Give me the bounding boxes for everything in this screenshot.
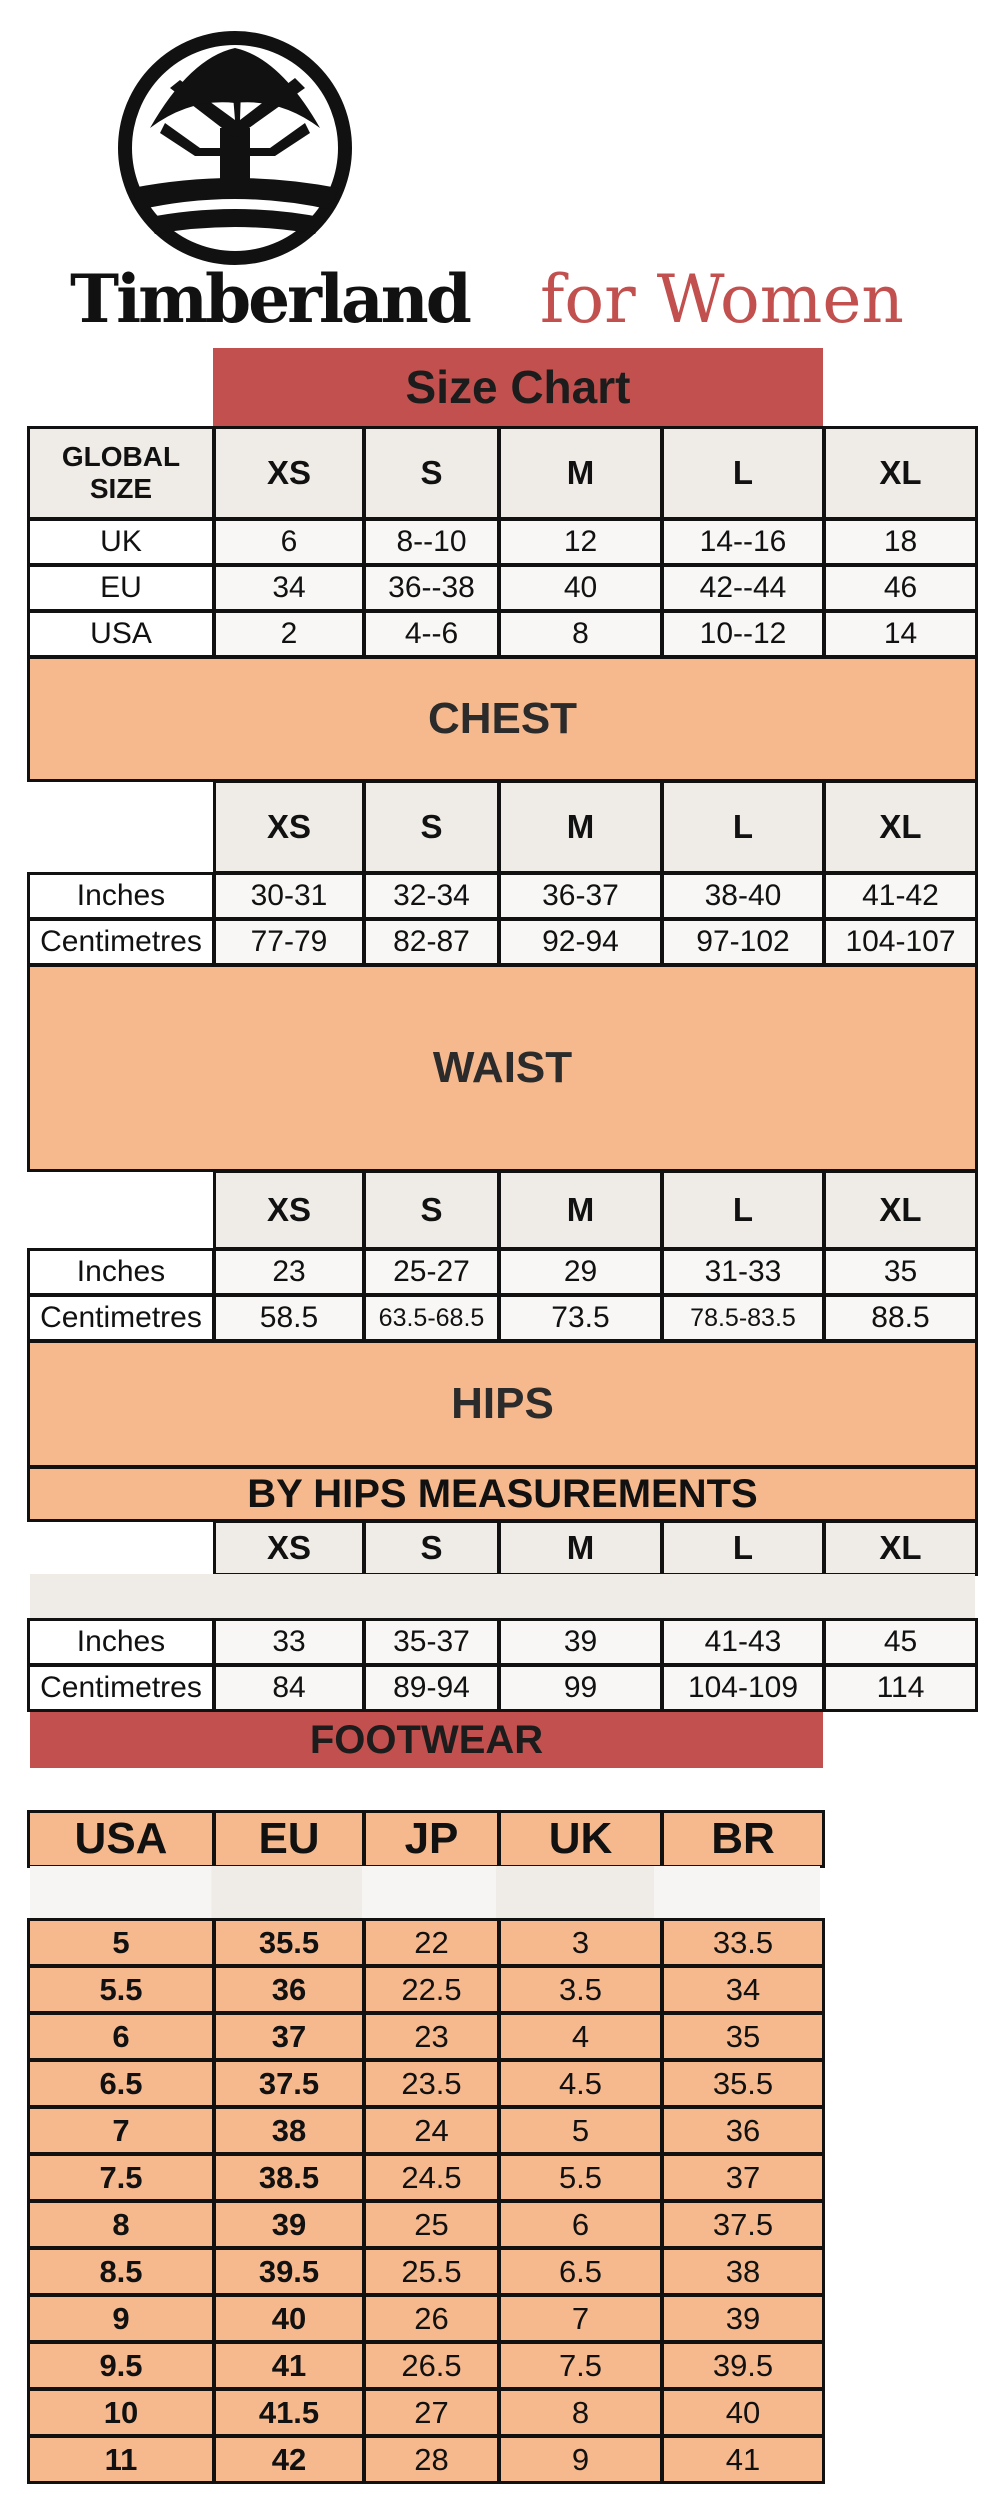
footwear-cell: 39 <box>213 2200 365 2249</box>
size-chart-title: Size Chart <box>213 348 823 426</box>
footwear-cell: 8 <box>27 2200 215 2249</box>
waist-size-header: L <box>661 1170 825 1250</box>
footwear-cell: 9 <box>498 2435 663 2484</box>
chest-row-label: Centimetres <box>27 918 215 966</box>
waist-size-header: M <box>498 1170 663 1250</box>
global-cell: 6 <box>213 518 365 566</box>
global-cell: 8--10 <box>363 518 500 566</box>
waist-size-header: XS <box>213 1170 365 1250</box>
footwear-cell: 26 <box>363 2294 500 2343</box>
footwear-cell: 8 <box>498 2388 663 2437</box>
waist-size-header: S <box>363 1170 500 1250</box>
hips-spacer <box>30 1574 975 1618</box>
global-cell: 2 <box>213 610 365 658</box>
footwear-column-header: UK <box>498 1810 663 1868</box>
chest-cell: 41-42 <box>823 872 978 920</box>
footwear-cell: 28 <box>363 2435 500 2484</box>
global-cell: 36--38 <box>363 564 500 612</box>
chest-cell: 92-94 <box>498 918 663 966</box>
waist-cell: 23 <box>213 1248 365 1296</box>
footwear-cell: 41 <box>661 2435 825 2484</box>
footwear-cell: 10 <box>27 2388 215 2437</box>
footwear-cell: 24 <box>363 2106 500 2155</box>
hips-cell: 35-37 <box>363 1618 500 1666</box>
hips-row-label: Inches <box>27 1618 215 1666</box>
waist-cell: 88.5 <box>823 1294 978 1342</box>
footwear-cell: 5 <box>27 1918 215 1967</box>
footwear-cell: 36 <box>661 2106 825 2155</box>
footwear-column-header: BR <box>661 1810 825 1868</box>
footwear-column-header: USA <box>27 1810 215 1868</box>
footwear-cell: 9 <box>27 2294 215 2343</box>
hips-cell: 33 <box>213 1618 365 1666</box>
footwear-cell: 40 <box>661 2388 825 2437</box>
footwear-cell: 41 <box>213 2341 365 2390</box>
hips-cell: 84 <box>213 1664 365 1712</box>
global-row-label: EU <box>27 564 215 612</box>
footwear-cell: 37 <box>661 2153 825 2202</box>
chest-heading: CHEST <box>27 656 978 782</box>
footwear-cell: 8.5 <box>27 2247 215 2296</box>
global-size-corner: GLOBAL SIZE <box>27 426 215 520</box>
waist-size-header: XL <box>823 1170 978 1250</box>
footwear-heading: FOOTWEAR <box>30 1712 823 1768</box>
global-cell: 8 <box>498 610 663 658</box>
footwear-cell: 7 <box>498 2294 663 2343</box>
chest-cell: 77-79 <box>213 918 365 966</box>
footwear-cell: 25 <box>363 2200 500 2249</box>
global-cell: 10--12 <box>661 610 825 658</box>
global-cell: 14--16 <box>661 518 825 566</box>
global-row-label: UK <box>27 518 215 566</box>
footwear-cell: 41.5 <box>213 2388 365 2437</box>
footwear-cell: 38 <box>213 2106 365 2155</box>
chest-cell: 36-37 <box>498 872 663 920</box>
footwear-cell: 39.5 <box>213 2247 365 2296</box>
footwear-cell: 5 <box>498 2106 663 2155</box>
chest-cell: 32-34 <box>363 872 500 920</box>
footwear-cell: 37 <box>213 2012 365 2061</box>
footwear-cell: 6 <box>27 2012 215 2061</box>
waist-cell: 73.5 <box>498 1294 663 1342</box>
footwear-cell: 33.5 <box>661 1918 825 1967</box>
footwear-cell: 24.5 <box>363 2153 500 2202</box>
hips-cell: 45 <box>823 1618 978 1666</box>
chest-cell: 82-87 <box>363 918 500 966</box>
global-size-header: M <box>498 426 663 520</box>
chest-size-header: XL <box>823 780 978 874</box>
footwear-cell: 35 <box>661 2012 825 2061</box>
footwear-cell: 38.5 <box>213 2153 365 2202</box>
footwear-cell: 3 <box>498 1918 663 1967</box>
hips-row-label: Centimetres <box>27 1664 215 1712</box>
footwear-cell: 25.5 <box>363 2247 500 2296</box>
global-cell: 34 <box>213 564 365 612</box>
footwear-cell: 34 <box>661 1965 825 2014</box>
global-size-header: XS <box>213 426 365 520</box>
global-cell: 12 <box>498 518 663 566</box>
waist-heading: WAIST <box>27 964 978 1172</box>
footwear-cell: 35.5 <box>213 1918 365 1967</box>
footwear-cell: 5.5 <box>498 2153 663 2202</box>
global-cell: 46 <box>823 564 978 612</box>
footwear-cell: 40 <box>213 2294 365 2343</box>
hips-size-header: XL <box>823 1520 978 1576</box>
waist-cell: 78.5-83.5 <box>661 1294 825 1342</box>
footwear-cell: 9.5 <box>27 2341 215 2390</box>
chest-size-header: M <box>498 780 663 874</box>
hips-cell: 39 <box>498 1618 663 1666</box>
hips-cell: 89-94 <box>363 1664 500 1712</box>
waist-row-label: Inches <box>27 1248 215 1296</box>
hips-cell: 104-109 <box>661 1664 825 1712</box>
chest-cell: 38-40 <box>661 872 825 920</box>
chest-size-header: L <box>661 780 825 874</box>
footwear-cell: 4.5 <box>498 2059 663 2108</box>
hips-cell: 114 <box>823 1664 978 1712</box>
footwear-cell: 39 <box>661 2294 825 2343</box>
footwear-cell: 6.5 <box>498 2247 663 2296</box>
footwear-cell: 35.5 <box>661 2059 825 2108</box>
global-size-header: XL <box>823 426 978 520</box>
footwear-cell: 37.5 <box>661 2200 825 2249</box>
footwear-cell: 23.5 <box>363 2059 500 2108</box>
footwear-cell: 38 <box>661 2247 825 2296</box>
hips-cell: 99 <box>498 1664 663 1712</box>
hips-heading: HIPS <box>27 1340 978 1468</box>
timberland-tree-logo <box>110 28 360 268</box>
chest-cell: 97-102 <box>661 918 825 966</box>
footwear-cell: 5.5 <box>27 1965 215 2014</box>
hips-size-header: L <box>661 1520 825 1576</box>
global-row-label: USA <box>27 610 215 658</box>
footwear-cell: 6 <box>498 2200 663 2249</box>
footwear-cell: 23 <box>363 2012 500 2061</box>
footwear-cell: 42 <box>213 2435 365 2484</box>
global-cell: 18 <box>823 518 978 566</box>
chest-cell: 30-31 <box>213 872 365 920</box>
footwear-spacer <box>30 1866 820 1918</box>
global-cell: 14 <box>823 610 978 658</box>
footwear-cell: 4 <box>498 2012 663 2061</box>
hips-subheading: BY HIPS MEASUREMENTS <box>27 1466 978 1522</box>
waist-cell: 63.5-68.5 <box>363 1294 500 1342</box>
chest-size-header: XS <box>213 780 365 874</box>
waist-cell: 58.5 <box>213 1294 365 1342</box>
footwear-cell: 11 <box>27 2435 215 2484</box>
hips-cell: 41-43 <box>661 1618 825 1666</box>
footwear-cell: 7 <box>27 2106 215 2155</box>
footwear-cell: 37.5 <box>213 2059 365 2108</box>
footwear-cell: 6.5 <box>27 2059 215 2108</box>
global-size-header: L <box>661 426 825 520</box>
footwear-cell: 7.5 <box>498 2341 663 2390</box>
hips-size-header: XS <box>213 1520 365 1576</box>
global-cell: 4--6 <box>363 610 500 658</box>
chest-size-header: S <box>363 780 500 874</box>
footwear-cell: 7.5 <box>27 2153 215 2202</box>
footwear-cell: 36 <box>213 1965 365 2014</box>
footwear-cell: 22 <box>363 1918 500 1967</box>
footwear-cell: 26.5 <box>363 2341 500 2390</box>
global-cell: 42--44 <box>661 564 825 612</box>
footwear-column-header: JP <box>363 1810 500 1868</box>
global-cell: 40 <box>498 564 663 612</box>
hips-size-header: M <box>498 1520 663 1576</box>
waist-cell: 29 <box>498 1248 663 1296</box>
waist-cell: 25-27 <box>363 1248 500 1296</box>
waist-cell: 31-33 <box>661 1248 825 1296</box>
footwear-cell: 27 <box>363 2388 500 2437</box>
waist-cell: 35 <box>823 1248 978 1296</box>
global-size-header: S <box>363 426 500 520</box>
brand-subtitle: for Women <box>540 261 904 338</box>
footwear-column-header: EU <box>213 1810 365 1868</box>
chest-row-label: Inches <box>27 872 215 920</box>
footwear-cell: 3.5 <box>498 1965 663 2014</box>
waist-row-label: Centimetres <box>27 1294 215 1342</box>
hips-size-header: S <box>363 1520 500 1576</box>
footwear-cell: 22.5 <box>363 1965 500 2014</box>
brand-wordmark: Timberland <box>70 260 469 338</box>
footwear-cell: 39.5 <box>661 2341 825 2390</box>
chest-cell: 104-107 <box>823 918 978 966</box>
